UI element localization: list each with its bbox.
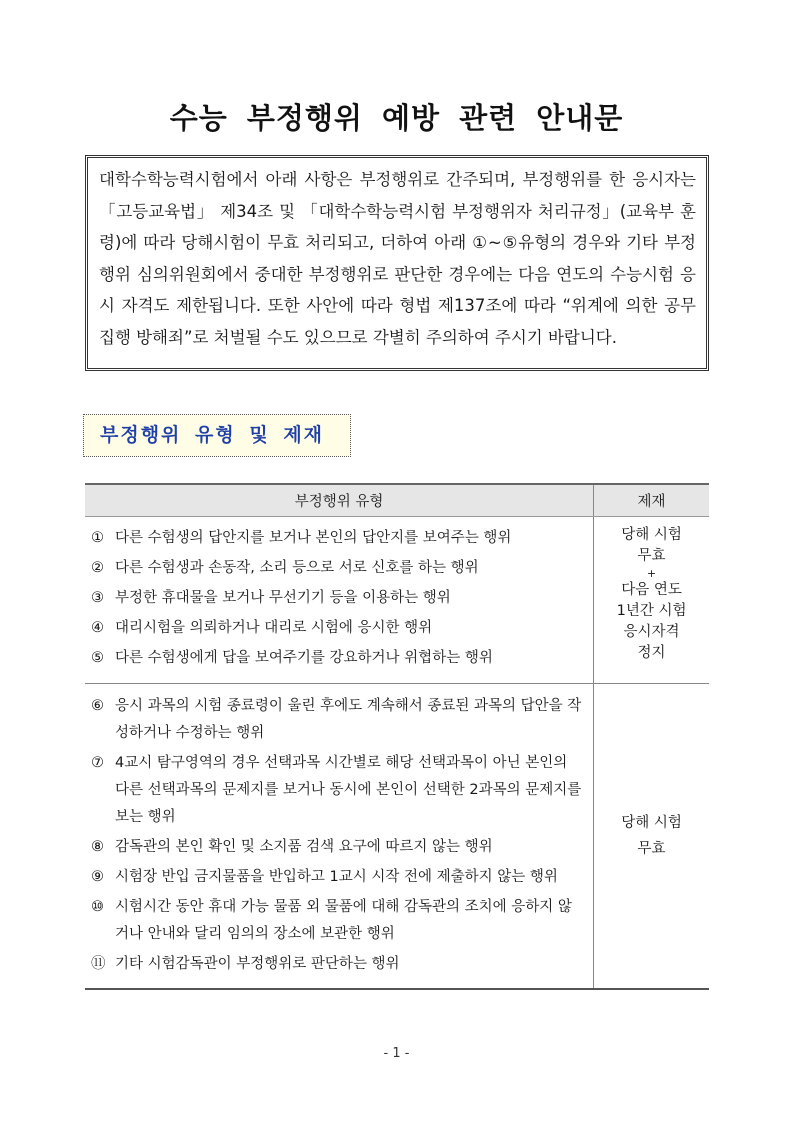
sanction-line: 다음 연도 (621, 582, 682, 598)
list-item (85, 894, 593, 948)
item-text: 감독관의 본인 확인 및 소지품 검색 요구에 따르지 않는 행위 (115, 839, 493, 855)
list-item (85, 834, 593, 861)
item-number: ⑨ (91, 869, 104, 885)
page-number: - 1 - (383, 1046, 410, 1061)
list-item (85, 951, 593, 978)
item-text: 4교시 탐구영역의 경우 선택과목 시간별로 해당 선택과목이 아닌 본인의 다른 선택과목의 문제지를 보거나 동시에 본인이 선택한 2과목의 문제지를 보는 행위 (115, 755, 582, 825)
item-text: 다른 수험생에게 답을 보여주기를 강요하거나 위협하는 행위 (115, 650, 493, 666)
sanction-line: 당해 시험 (621, 527, 682, 543)
item-number: ⑥ (91, 698, 104, 714)
violation-table (85, 483, 709, 990)
item-number: ① (91, 530, 104, 546)
notice-box (85, 155, 709, 371)
item-number: ④ (91, 620, 104, 636)
sanction-line: 무효 (637, 548, 666, 564)
item-text: 다른 수험생과 손동작, 소리 등으로 서로 신호를 하는 행위 (115, 560, 479, 576)
sanction-line: 1년간 시험 (616, 603, 687, 619)
item-number: ⑪ (91, 956, 106, 972)
item-number: ⑧ (91, 839, 104, 855)
header-violation-type: 부정행위 유형 (85, 484, 594, 517)
list-item (85, 645, 593, 671)
violation-list-severe (85, 517, 594, 684)
table-header-row (85, 484, 709, 517)
sanction-line: 무효 (637, 841, 666, 857)
item-text: 시험장 반입 금지물품을 반입하고 1교시 시작 전에 제출하지 않는 행위 (115, 869, 558, 885)
sanction-line: 당해 시험 (621, 815, 682, 831)
notice-text: 대학수학능력시험에서 아래 사항은 부정행위로 간주되며, 부정행위를 한 응시자는 「고등교육법」 제34조 및 「대학수학능력시험 부정행위자 처리규정」(교육부 훈령)에 따라 당해시험이 무효 처리되고, 더하여 아래 ①~⑤유형의 경우와 기타 부정행위 심의위원회에서 중대한 부정행위로 판단한 경우에는 다음 연도의 수능시험 응시 자격도 제한됩니다. 또한 사안에 따라 형법 제137조에 따라 “위계에 의한 공무집행 방해죄”로 처벌될 수도 있으므로 각별히 주의하여 주시기 바랍니다. (99, 170, 696, 347)
item-number: ⑦ (91, 755, 104, 771)
header-sanction: 제재 (594, 484, 709, 517)
item-text: 응시 과목의 시험 종료령이 울린 후에도 계속해서 종료된 과목의 답안을 작성하거나 수정하는 행위 (115, 698, 582, 741)
list-item (85, 555, 593, 581)
violation-list-general (85, 684, 594, 990)
section-heading: 부정행위 유형 및 제재 (83, 414, 351, 457)
sanction-line: 응시자격 (623, 624, 680, 640)
list-item (85, 615, 593, 641)
item-number: ⑩ (91, 899, 104, 915)
list-item (85, 864, 593, 891)
table-row (85, 517, 709, 684)
list-item (85, 525, 593, 551)
item-text: 시험시간 동안 휴대 가능 물품 외 물품에 대해 감독관의 조치에 응하지 않거나 안내와 달리 임의의 장소에 보관한 행위 (115, 899, 572, 942)
item-number: ③ (91, 590, 104, 606)
page-title: 수능 부정행위 예방 관련 안내문 (169, 101, 624, 135)
item-number: ② (91, 560, 104, 576)
list-item (85, 693, 593, 747)
list-item (85, 585, 593, 611)
sanction-plus: + (646, 567, 657, 580)
item-text: 부정한 휴대물을 보거나 무선기기 등을 이용하는 행위 (115, 590, 451, 606)
item-text: 대리시험을 의뢰하거나 대리로 시험에 응시한 행위 (115, 620, 433, 636)
sanction-severe (594, 517, 709, 684)
list-item (85, 750, 593, 831)
sanction-general (594, 684, 709, 990)
item-text: 다른 수험생의 답안지를 보거나 본인의 답안지를 보여주는 행위 (115, 530, 512, 546)
item-text: 기타 시험감독관이 부정행위로 판단하는 행위 (115, 956, 400, 972)
sanction-line: 정지 (637, 645, 666, 661)
table-row (85, 684, 709, 990)
item-number: ⑤ (91, 650, 104, 666)
